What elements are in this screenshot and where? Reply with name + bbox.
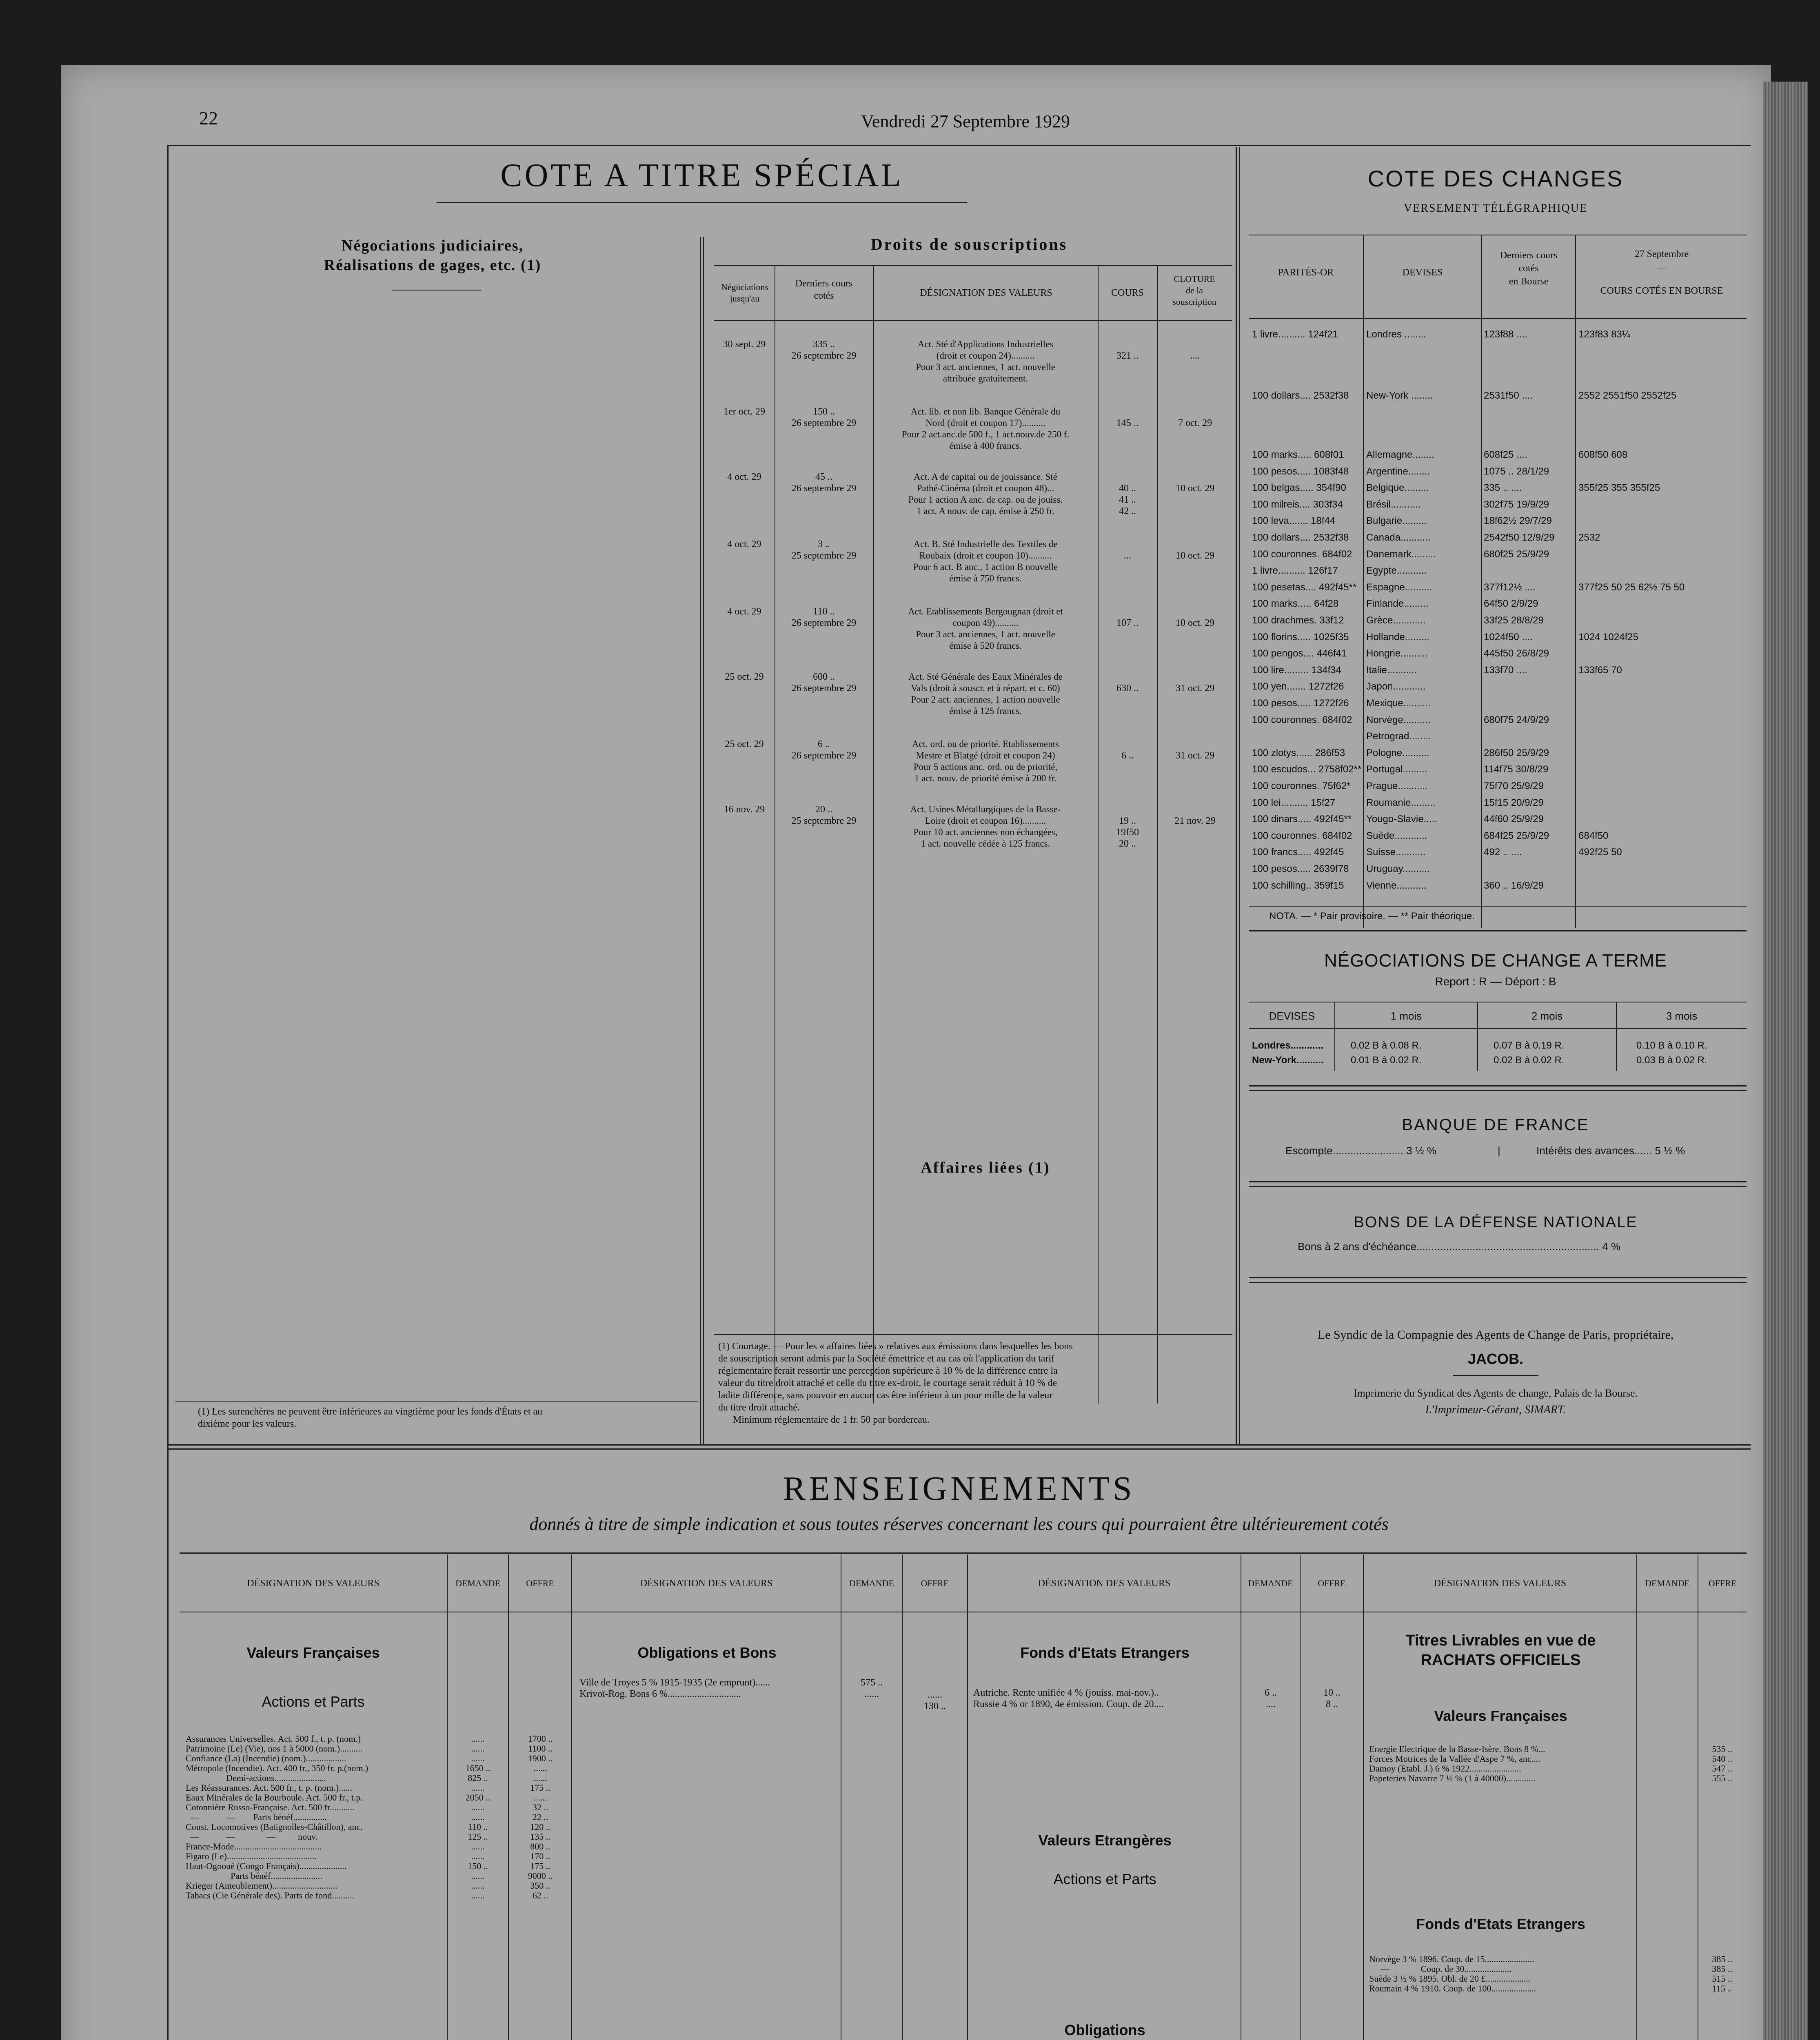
changes-row-parite: 100 pesos..... 2639f78 — [1252, 863, 1349, 874]
rens-line-1a — [447, 1554, 448, 2040]
col4-offre-1: 535 .. 540 .. 547 .. 555 .. — [1712, 1744, 1732, 1783]
rens-line-3b — [1300, 1554, 1301, 2040]
changes-row-devise: Uruguay.......... — [1366, 863, 1430, 874]
changes-row-parite: 100 drachmes. 33f12 — [1252, 615, 1344, 626]
changes-header-dash: — — [1657, 263, 1667, 274]
bons-bottom-rule-2 — [1249, 1282, 1747, 1283]
droits-row-cours: 40 .. 41 .. 42 .. — [1119, 483, 1136, 517]
col1-offre: 1700 .. 1100 .. 1900 .. ...... ...... 175 .. ...... 32 .. 22 .. 120 .. 135 .. 800 .. 170 .. 175 .. 9000 .. 350 .. 62 .. — [528, 1734, 553, 1900]
terme-header-bottom — [1249, 1028, 1747, 1029]
terme-title: NÉGOCIATIONS DE CHANGE A TERME — [1324, 951, 1667, 971]
changes-row-derniers: 445f50 26/8/29 — [1484, 648, 1549, 659]
changes-row-devise: New-York ........ — [1366, 390, 1433, 401]
changes-row-derniers: 1075 .. 28/1/29 — [1484, 466, 1549, 477]
droits-row-date: 30 sept. 29 — [723, 339, 766, 350]
terme-row-devise: Londres............ — [1252, 1040, 1323, 1051]
bons-bottom-rule — [1249, 1277, 1747, 1278]
rens-header-demande: DEMANDE — [849, 1578, 894, 1588]
changes-row-devise: Londres ........ — [1366, 329, 1426, 340]
changes-header-rule — [1249, 318, 1747, 319]
changes-row-parite: 100 couronnes. 684f02 — [1252, 830, 1352, 841]
changes-row-parite: 100 pesos..... 1272f26 — [1252, 698, 1349, 709]
courtage-note: (1) Courtage. — Pour les « affaires liées » relatives aux émissions dans lesquelles les bons de souscription seront admis par la Société émettrice et au cas où l'application du tarif réglementaire ferait ressortir une perception supérieure à 10 % de la différence entre la valeur du titre droit attaché et celle du titre ex-droit, le courtage serait réduit à 10 % de ladite différence, sans pouvoir en aucun cas être inférieur à un pour mille de la valeur du titre droit attaché. Minimum réglementaire de 1 fr. 50 par bordereau. — [718, 1341, 1073, 1425]
changes-row-devise: Hollande......... — [1366, 632, 1429, 643]
col2-heading-obligations: Obligations et Bons — [637, 1644, 777, 1661]
droits-header-rule — [714, 320, 1232, 321]
banque-avances: Intérêts des avances...... 5 ½ % — [1536, 1144, 1685, 1157]
changes-divider — [1236, 147, 1237, 1444]
bons-top-rule — [1249, 1181, 1747, 1182]
droits-row-cloture: 31 oct. 29 — [1175, 683, 1215, 694]
banque-top-rule — [1249, 1085, 1747, 1087]
col3-items: Autriche. Rente unifiée 4 % (jouiss. mai-nov.).. Russie 4 % or 1890, 4e émission. Coup. de 20.... — [973, 1687, 1164, 1710]
rens-line-1c — [571, 1554, 572, 2040]
changes-row-devise: Roumanie......... — [1366, 797, 1436, 808]
droits-row-date: 4 oct. 29 — [727, 539, 761, 550]
changes-row-parite: 100 yen....... 1272f26 — [1252, 681, 1344, 692]
rens-line-3c — [1363, 1554, 1364, 2040]
changes-row-derniers: 286f50 25/9/29 — [1484, 747, 1549, 758]
changes-row-derniers: 75f70 25/9/29 — [1484, 781, 1544, 792]
nota-rule — [1249, 906, 1747, 907]
banque-separator: | — [1498, 1144, 1500, 1157]
droits-header-derniers: Derniers cours cotés — [795, 278, 853, 301]
changes-row-cours: 2532 — [1578, 532, 1600, 543]
droits-col-line-4 — [1157, 265, 1158, 1404]
gerant-line: L'Imprimeur-Gérant, SIMART. — [1425, 1404, 1566, 1416]
renseignements-rule — [167, 1444, 1751, 1446]
changes-row-devise: Vienne........... — [1366, 880, 1427, 891]
droits-row-date: 4 oct. 29 — [727, 606, 761, 617]
changes-row-cours: 377f25 50 25 62½ 75 50 — [1578, 582, 1685, 593]
changes-nota: NOTA. — * Pair provisoire. — ** Pair théorique. — [1269, 911, 1475, 922]
imprimerie-line: Imprimerie du Syndicat des Agents de change, Palais de la Bourse. — [1353, 1387, 1638, 1399]
changes-row-parite: 100 belgas..... 354f90 — [1252, 482, 1346, 493]
rens-header-offre: OFFRE — [1708, 1578, 1737, 1588]
courtage-rule — [714, 1334, 1232, 1335]
changes-row-derniers: 114f75 30/8/29 — [1484, 764, 1549, 775]
left-frame — [167, 145, 169, 2040]
col3-heading-fonds: Fonds d'Etats Etrangers — [1020, 1644, 1190, 1661]
negociations-title: Négociations judiciaires, — [341, 237, 524, 254]
changes-row-devise: Japon............ — [1366, 681, 1426, 692]
changes-row-cours: 608f50 608 — [1578, 449, 1628, 460]
col3-heading-valeurs-etrangeres: Valeurs Etrangères — [1038, 1832, 1172, 1849]
droits-row-cloture: 10 oct. 29 — [1175, 483, 1215, 494]
changes-row-derniers: 680f25 25/9/29 — [1484, 549, 1549, 560]
changes-row-parite: 100 couronnes. 684f02 — [1252, 549, 1352, 560]
changes-row-devise: Danemark......... — [1366, 549, 1436, 560]
bons-top-rule-2 — [1249, 1186, 1747, 1187]
affaires-liees-title: Affaires liées (1) — [921, 1159, 1050, 1176]
changes-row-parite: 100 marks..... 608f01 — [1252, 449, 1344, 460]
droits-row-designation: Act. ord. ou de priorité. Etablissements Mestre et Blatgé (droit et coupon 24) Pour 5 actions anc. ord. ou de priorité, 1 act. nouv. de priorité émise à 200 fr. — [912, 739, 1059, 783]
col3-heading-actions: Actions et Parts — [1053, 1871, 1156, 1887]
changes-row-devise: Yougo-Slavie..... — [1366, 814, 1437, 825]
terme-row-m2: 0.02 B à 0.02 R. — [1494, 1055, 1565, 1066]
col3-demande: 6 .. .... — [1265, 1687, 1277, 1710]
changes-header-cours: COURS COTÉS EN BOURSE — [1600, 286, 1723, 296]
page-number: 22 — [199, 108, 218, 129]
terme-subtitle: Report : R — Déport : B — [1435, 975, 1556, 988]
changes-row-parite: 100 florins..... 1025f35 — [1252, 632, 1349, 643]
col2-offre: ...... 130 .. — [924, 1690, 946, 1712]
changes-row-cours: 2552 2551f50 2552f25 — [1578, 390, 1677, 401]
terme-header: 1 mois — [1390, 1010, 1422, 1022]
rens-header-demande: DEMANDE — [455, 1578, 500, 1588]
changes-row-derniers: 33f25 28/8/29 — [1484, 615, 1544, 626]
col2-demande: 575 .. ...... — [861, 1677, 883, 1699]
changes-row-devise: Italie........... — [1366, 665, 1417, 676]
syndic-name: JACOB. — [1467, 1350, 1524, 1367]
changes-row-devise: Belgique......... — [1366, 482, 1429, 493]
terme-row-m3: 0.03 B à 0.02 R. — [1636, 1055, 1707, 1066]
rens-header-designation: DÉSIGNATION DES VALEURS — [247, 1578, 380, 1589]
rens-line-4a — [1636, 1554, 1637, 2040]
changes-row-derniers: 2531f50 .... — [1484, 390, 1533, 401]
neg-divider-2 — [703, 237, 704, 1444]
changes-row-derniers: 377f12½ .... — [1484, 582, 1536, 593]
changes-row-parite: 100 zlotys...... 286f53 — [1252, 747, 1345, 758]
banque-title: BANQUE DE FRANCE — [1402, 1116, 1589, 1134]
droits-header-cours: COURS — [1111, 288, 1144, 298]
rens-header-offre: OFFRE — [1318, 1578, 1346, 1588]
rens-header-offre: OFFRE — [921, 1578, 949, 1588]
changes-row-parite: 1 livre.......... 126f17 — [1252, 565, 1338, 576]
droits-row-designation: Act. Sté Générale des Eaux Minérales de Vals (droit à souscr. et à répart. et c. 60) Pour 2 act. anciennes, 1 action nouvelle émise à 125 francs. — [908, 672, 1063, 716]
changes-row-parite: 1 livre.......... 124f21 — [1252, 329, 1338, 340]
droits-header-designation: DÉSIGNATION DES VALEURS — [920, 288, 1052, 298]
terme-row-m1: 0.01 B à 0.02 R. — [1351, 1055, 1422, 1066]
rens-header-designation: DÉSIGNATION DES VALEURS — [1038, 1578, 1171, 1589]
changes-row-devise: Mexique.......... — [1366, 698, 1431, 709]
changes-row-parite: 100 lire......... 134f34 — [1252, 665, 1341, 676]
changes-row-devise: Norvège.......... — [1366, 714, 1431, 725]
col2-items: Ville de Troyes 5 % 1915-1935 (2e emprunt)...... Krivoï-Rog. Bons 6 %.............................. — [579, 1677, 770, 1699]
changes-row-derniers: 15f15 20/9/29 — [1484, 797, 1544, 808]
changes-col-line-3 — [1575, 235, 1576, 928]
changes-row-devise: Prague........... — [1366, 781, 1428, 792]
changes-row-devise: Canada........... — [1366, 532, 1431, 543]
droits-row-cloture: 31 oct. 29 — [1175, 750, 1215, 761]
changes-row-devise: Bulgarie......... — [1366, 515, 1427, 526]
renseignements-subtitle: donnés à titre de simple indication et sous toutes réserves concernant les cours qui pourraient être ultérieurement cotés — [529, 1514, 1389, 1534]
col1-demande: ...... ...... ...... 1650 .. 825 .. ...... 2050 .. ...... ...... 110 .. 125 .. ...... ...... 150 .. ...... ...... ...... — [465, 1734, 491, 1900]
droits-row-cours: 107 .. — [1116, 618, 1139, 628]
changes-row-devise: Brésil........... — [1366, 499, 1421, 510]
droits-row-date: 1er oct. 29 — [724, 406, 765, 417]
col1-heading-actions: Actions et Parts — [262, 1693, 365, 1710]
title-underline — [437, 202, 967, 203]
droits-title: Droits de souscriptions — [870, 235, 1068, 253]
droits-row-designation: Act. B. Sté Industrielle des Textiles de Roubaix (droit et coupon 10).......... Pour 6 act. B anc., 1 action B nouvelle émise à 750 francs. — [913, 539, 1058, 583]
terme-row-m2: 0.07 B à 0.19 R. — [1494, 1040, 1565, 1051]
changes-row-devise: Suède............ — [1366, 830, 1427, 841]
changes-row-cours: 123f83 83¼ — [1578, 329, 1630, 340]
renseignements-rule-2 — [167, 1448, 1751, 1450]
col3-offre: 10 .. 8 .. — [1323, 1687, 1341, 1710]
rens-header-offre: OFFRE — [526, 1578, 554, 1588]
changes-row-derniers: 492 .. .... — [1484, 847, 1522, 858]
changes-row-derniers: 2542f50 12/9/29 — [1484, 532, 1555, 543]
changes-row-cours: 684f50 — [1578, 830, 1609, 841]
cote-speciale-title: COTE A TITRE SPÉCIAL — [500, 157, 903, 193]
droits-row-derniers: 3 .. 25 septembre 29 — [791, 539, 857, 561]
changes-row-parite: 100 escudos... 2758f02** — [1252, 764, 1362, 775]
changes-row-devise: Pologne.......... — [1366, 747, 1429, 758]
changes-row-derniers: 302f75 19/9/29 — [1484, 499, 1549, 510]
droits-row-designation: Act. Etablissements Bergougnan (droit et coupon 49).......... Pour 3 act. anciennes, 1 act. nouvelle émise à 520 francs. — [908, 606, 1063, 651]
rens-line-1b — [508, 1554, 509, 2040]
surencheres-footnote: (1) Les surenchères ne peuvent être inférieures au vingtième pour les fonds d'États et au dixième pour les valeurs. — [198, 1406, 543, 1429]
rens-header-demande: DEMANDE — [1645, 1578, 1690, 1588]
changes-row-parite: 100 marks..... 64f28 — [1252, 598, 1339, 609]
droits-row-cours: 6 .. — [1121, 750, 1134, 761]
changes-row-cours: 355f25 355 355f25 — [1578, 482, 1660, 493]
droits-row-derniers: 600 .. 26 septembre 29 — [791, 672, 857, 694]
changes-row-parite: 100 couronnes. 75f62* — [1252, 781, 1351, 792]
changes-row-derniers: 608f25 .... — [1484, 449, 1527, 460]
changes-row-parite: 100 dollars.... 2532f38 — [1252, 390, 1349, 401]
rens-line-2c — [967, 1554, 968, 2040]
neg-divider — [700, 237, 701, 1444]
changes-row-devise: Argentine........ — [1366, 466, 1430, 477]
col3-heading-obligations: Obligations — [1064, 2022, 1145, 2038]
droits-row-cloture: 7 oct. 29 — [1178, 418, 1212, 428]
banque-escompte: Escompte........................ 3 ½ % — [1285, 1144, 1436, 1157]
changes-row-devise: Hongrie.......... — [1366, 648, 1428, 659]
droits-row-cloture: 10 oct. 29 — [1175, 618, 1215, 628]
footnote-rule — [175, 1401, 698, 1402]
top-rule — [167, 145, 1751, 146]
banque-top-rule-2 — [1249, 1090, 1747, 1091]
changes-row-devise: Espagne.......... — [1366, 582, 1432, 593]
col1-items: Assurances Universelles. Act. 500 f., t. p. (nom.) Patrimoine (Le) (Vie), nos 1 à 5000 (nom.).......... Confiance (La) (Incendie) (nom.).................. Métropole (Incendie). Act. 400 fr., 350 fr. p.(nom.) Demi-actions....................... Les Réassurances. Act. 500 fr., t. p. (nom.)...... Eaux Minérales de la Bourboule. Act. 500 fr., t.p. Cotonnière Russo-Française. Act. 500 fr........... — — Parts bénéf............... Const. Locomotives (Batignolles-Châtillon), anc. — — — nouv. France-Mode....................................... Figaro (Le)........................................ Haut-Ogooué (Congo Français)..................... Parts bénéf....................... Krieger (Ameublement)............................. Tabacs (Cie Générale des). Parts de fond.......... — [186, 1734, 368, 1900]
changes-row-derniers: 64f50 2/9/29 — [1484, 598, 1538, 609]
changes-header-derniers: Derniers cours cotés en Bourse — [1500, 250, 1558, 287]
changes-row-devise: Petrograd........ — [1366, 731, 1431, 742]
rens-header-designation: DÉSIGNATION DES VALEURS — [640, 1578, 773, 1589]
col1-heading-valeurs-francaises: Valeurs Françaises — [246, 1644, 380, 1661]
droits-row-cours: 19 .. 19f50 20 .. — [1116, 816, 1139, 849]
bons-title: BONS DE LA DÉFENSE NATIONALE — [1354, 1214, 1638, 1231]
changes-row-devise: Egypte........... — [1366, 565, 1427, 576]
syndic-rule — [1453, 1375, 1538, 1376]
droits-row-cours: ... — [1124, 550, 1131, 561]
terme-row-m1: 0.02 B à 0.08 R. — [1351, 1040, 1422, 1051]
droits-row-derniers: 20 .. 25 septembre 29 — [791, 804, 857, 826]
rens-top-rule — [180, 1552, 1747, 1554]
col4-items-1: Energie Electrique de la Basse-Isère. Bons 8 %... Forces Motrices de la Vallée d'Aspe 7 %, anc.... Damoy (Etabl. J.) 6 % 1922....................... Papeteries Navarre 7 ½ % (1 à 40000)............. — [1369, 1744, 1545, 1783]
droits-row-derniers: 6 .. 26 septembre 29 — [791, 739, 857, 761]
droits-header-cloture: CLOTURE de la souscription — [1172, 274, 1216, 307]
droits-row-cours: 321 .. — [1116, 350, 1139, 361]
droits-header-neg: Négociations jusqu'au — [721, 282, 769, 304]
changes-row-devise: Finlande......... — [1366, 598, 1429, 609]
col4-heading-fonds: Fonds d'Etats Etrangers — [1416, 1916, 1585, 1932]
droits-row-cours: 630 .. — [1116, 683, 1139, 694]
changes-row-devise: Suisse........... — [1366, 847, 1426, 858]
bons-line: Bons à 2 ans d'échéance.............................................................. 4 % — [1298, 1240, 1621, 1253]
changes-row-devise: Allemagne........ — [1366, 449, 1434, 460]
terme-row-devise: New-York.......... — [1252, 1055, 1324, 1066]
changes-row-derniers: 18f62½ 29/7/29 — [1484, 515, 1552, 526]
changes-row-derniers: 123f88 .... — [1484, 329, 1527, 340]
col4-offre-2: 385 .. 385 .. 515 .. 115 .. — [1712, 1954, 1732, 1993]
droits-row-derniers: 150 .. 26 septembre 29 — [791, 406, 857, 428]
droits-row-derniers: 110 .. 26 septembre 29 — [791, 606, 857, 628]
rens-header-demande: DEMANDE — [1248, 1578, 1293, 1588]
droits-row-derniers: 45 .. 26 septembre 29 — [791, 472, 857, 494]
droits-row-designation: Act. lib. et non lib. Banque Générale du Nord (droit et coupon 17).......... Pour 2 act.anc.de 500 f., 1 act.nouv.de 250 f. émise à 400 francs. — [901, 406, 1070, 451]
droits-row-cloture: 21 nov. 29 — [1174, 816, 1216, 826]
terme-header: DEVISES — [1269, 1010, 1315, 1022]
changes-row-parite: 100 pesetas.... 492f45** — [1252, 582, 1357, 593]
changes-divider-2 — [1239, 147, 1240, 1444]
changes-row-derniers: 684f25 25/9/29 — [1484, 830, 1549, 841]
changes-row-cours: 492f25 50 — [1578, 847, 1622, 858]
changes-header-date: 27 Septembre — [1634, 249, 1689, 259]
changes-row-parite: 100 lei.......... 15f27 — [1252, 797, 1336, 808]
changes-row-cours: 133f65 70 — [1578, 665, 1622, 676]
droits-row-derniers: 335 .. 26 septembre 29 — [791, 339, 857, 361]
droits-row-cloture: 10 oct. 29 — [1175, 550, 1215, 561]
realisations-title: Réalisations de gages, etc. (1) — [324, 257, 542, 274]
page-date: Vendredi 27 Septembre 1929 — [861, 111, 1070, 131]
book-edge — [1763, 82, 1808, 2040]
droits-row-designation: Act. Sté d'Applications Industrielles (droit et coupon 24).......... Pour 3 act. anciennes, 1 act. nouvelle attribuée gratuitement. — [916, 339, 1055, 384]
changes-row-parite: 100 milreis.... 303f34 — [1252, 499, 1343, 510]
changes-row-parite: 100 dinars..... 492f45** — [1252, 814, 1352, 825]
droits-top-rule — [714, 265, 1232, 266]
droits-row-cloture: .... — [1190, 350, 1200, 361]
col4-heading-valeurs-francaises: Valeurs Françaises — [1434, 1707, 1567, 1724]
droits-row-date: 25 oct. 29 — [725, 739, 764, 749]
changes-col-line-1 — [1363, 235, 1364, 928]
changes-row-parite: 100 francs..... 492f45 — [1252, 847, 1344, 858]
changes-subtitle: VERSEMENT TÉLÉGRAPHIQUE — [1403, 202, 1588, 215]
col4-heading-rachats: RACHATS OFFICIELS — [1420, 1652, 1581, 1669]
rens-line-2b — [902, 1554, 903, 2040]
terme-top-rule — [1249, 930, 1747, 931]
changes-row-cours: 1024 1024f25 — [1578, 632, 1638, 643]
changes-row-derniers: 360 .. 16/9/29 — [1484, 880, 1544, 891]
changes-row-devise: Portugal......... — [1366, 764, 1427, 775]
droits-row-designation: Act. Usines Métallurgiques de la Basse- Loire (droit et coupon 16).......... Pour 10 act. anciennes non échangées, 1 act. nouvelle cédée à 125 francs. — [910, 804, 1061, 849]
changes-row-parite: 100 pesos..... 1083f48 — [1252, 466, 1349, 477]
changes-header-devises: DEVISES — [1402, 267, 1443, 278]
changes-row-parite: 100 dollars.... 2532f38 — [1252, 532, 1349, 543]
changes-row-derniers: 44f60 25/9/29 — [1484, 814, 1544, 825]
droits-row-date: 4 oct. 29 — [727, 472, 761, 482]
droits-row-date: 25 oct. 29 — [725, 672, 764, 682]
droits-row-cours: 145 .. — [1116, 418, 1139, 428]
renseignements-title: RENSEIGNEMENTS — [783, 1470, 1135, 1508]
changes-row-derniers: 335 .. .... — [1484, 482, 1522, 493]
changes-row-derniers: 133f70 .... — [1484, 665, 1527, 676]
changes-title: COTE DES CHANGES — [1367, 166, 1624, 191]
changes-row-parite: 100 pengos.... 446f41 — [1252, 648, 1347, 659]
col4-items-2: Norvège 3 % 1896. Coup. de 15...................... — Coup. de 30..................... Suède 3 ½ % 1895. Obl. de 20 £.................... Roumain 4 % 1910. Coup. de 100.................... — [1369, 1954, 1536, 1993]
terme-header: 2 mois — [1531, 1010, 1563, 1022]
terme-header: 3 mois — [1666, 1010, 1698, 1022]
changes-col-line-2 — [1481, 235, 1482, 928]
changes-row-devise: Grèce............ — [1366, 615, 1426, 626]
changes-row-derniers: 1024f50 .... — [1484, 632, 1533, 643]
changes-row-derniers: 680f75 24/9/29 — [1484, 714, 1549, 725]
syndic-line: Le Syndic de la Compagnie des Agents de Change de Paris, propriétaire, — [1317, 1328, 1674, 1342]
col4-heading-titres: Titres Livrables en vue de — [1405, 1632, 1596, 1649]
droits-row-designation: Act. A de capital ou de jouissance. Sté Pathé-Cinéma (droit et coupon 48)... Pour 1 action A anc. de cap. ou de jouiss. 1 act. A nouv. de cap. émise à 250 fr. — [908, 472, 1063, 516]
changes-row-parite: 100 leva....... 18f44 — [1252, 515, 1336, 526]
changes-header-parites: PARITÉS-OR — [1278, 267, 1334, 278]
changes-row-parite: 100 couronnes. 684f02 — [1252, 714, 1352, 725]
changes-row-parite: 100 schilling.. 359f15 — [1252, 880, 1344, 891]
rens-header-designation: DÉSIGNATION DES VALEURS — [1434, 1578, 1567, 1589]
terme-row-m3: 0.10 B à 0.10 R. — [1636, 1040, 1707, 1051]
droits-row-date: 16 nov. 29 — [724, 804, 765, 815]
